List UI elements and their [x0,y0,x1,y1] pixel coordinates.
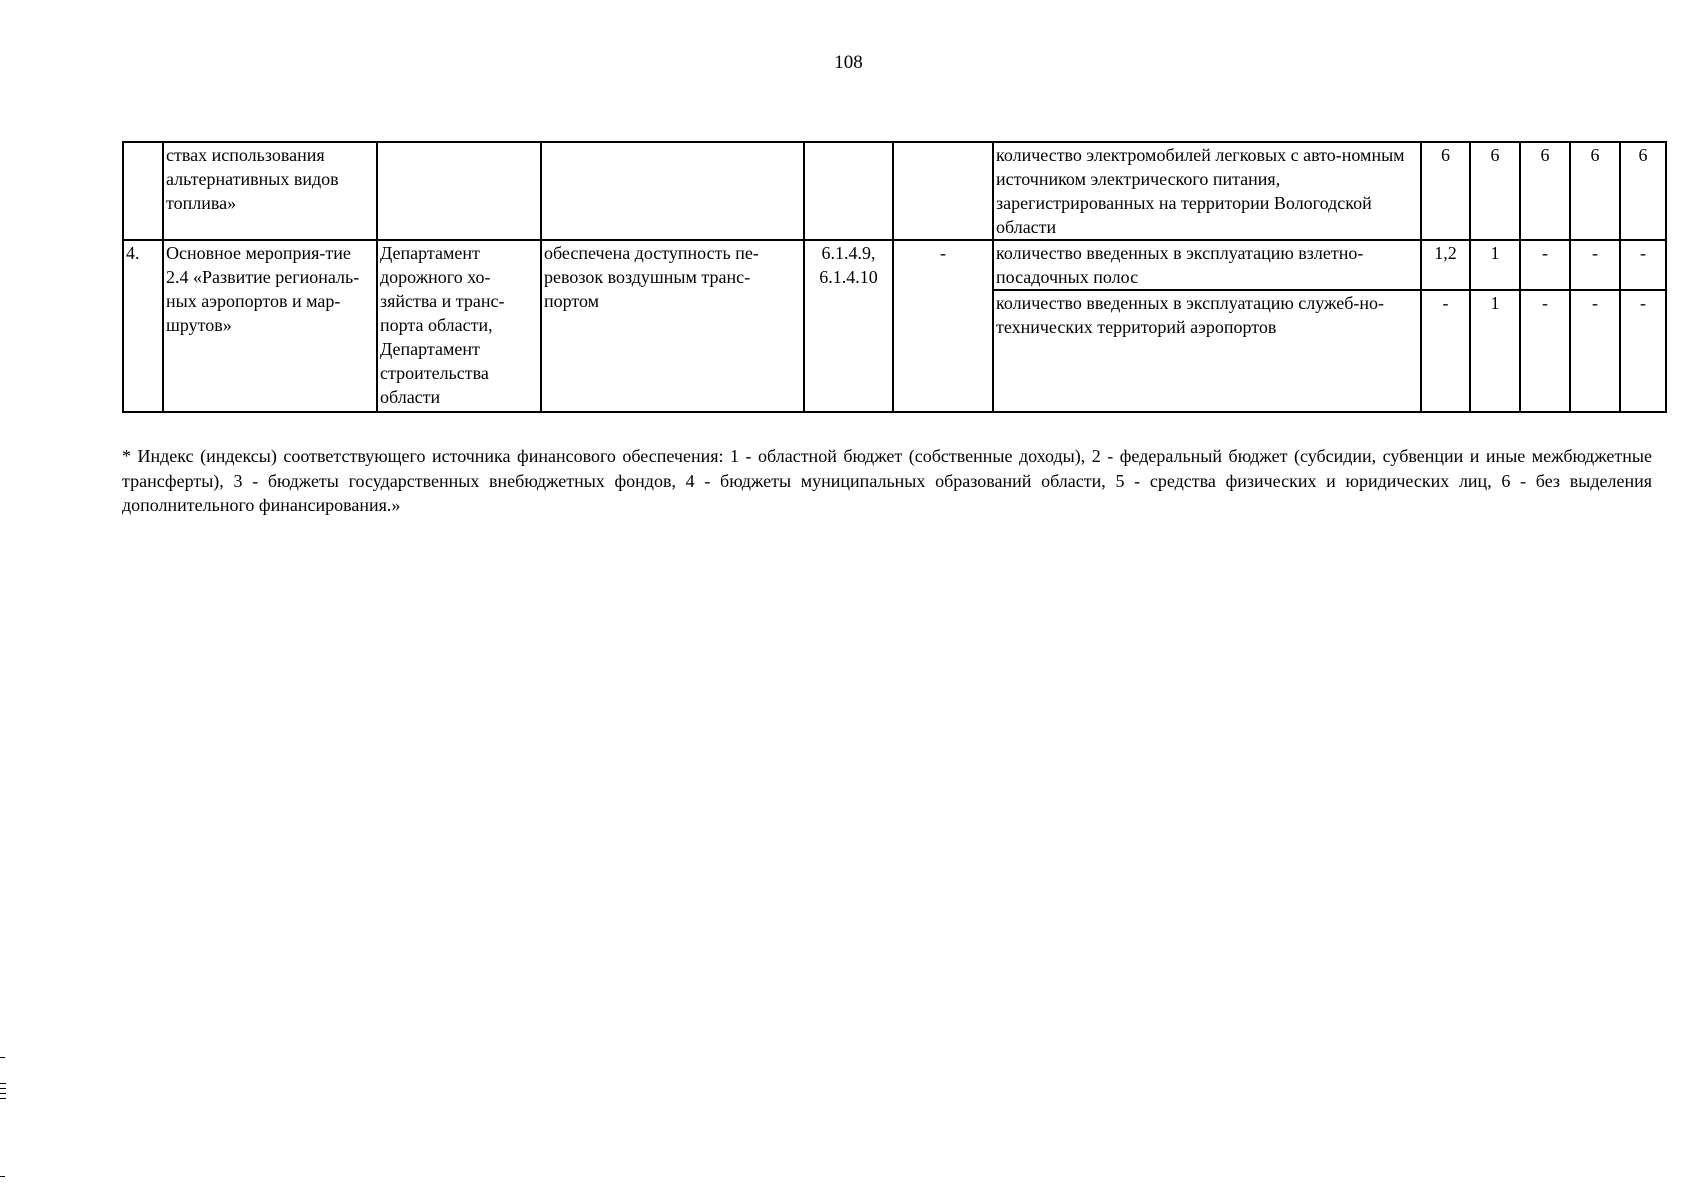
margin-mark [0,1093,6,1094]
margin-mark [0,1098,6,1099]
source-index: - [893,240,993,412]
value-cell: 1 [1470,290,1520,412]
page-number: 108 [834,52,863,73]
executor [377,142,541,240]
value-cell: - [1620,290,1666,412]
value-cell: 6 [1520,142,1570,240]
value-cell: - [1620,240,1666,290]
value-cell: 6 [1620,142,1666,240]
row-number: 4. [123,240,163,412]
table-row [123,142,1666,240]
indicator: количество введенных в эксплуатацию служеб-но-технических территорий аэропортов [993,290,1421,412]
value-cell: - [1570,290,1620,412]
table-row [123,240,1666,290]
codes [804,142,893,240]
value-cell: 6 [1570,142,1620,240]
value-cell: 1 [1470,240,1520,290]
row-number [123,142,163,240]
program-table [122,141,1667,413]
expected-result: обеспечена доступность пе-ревозок воздушным транс-портом [541,240,804,412]
value-cell: - [1520,240,1570,290]
margin-mark [0,1057,5,1058]
value-cell: - [1520,290,1570,412]
event-name: ствах использования альтернативных видов топлива» [163,142,377,240]
indicator: количество введенных в эксплуатацию взлетно-посадочных полос [993,240,1421,290]
indicator: количество электромобилей легковых с авто-номным источником электрического питания, зарегистрированных на территории Вологодской области [993,142,1421,240]
codes: 6.1.4.9, 6.1.4.10 [804,240,893,412]
margin-mark [0,1088,6,1089]
value-cell: - [1421,290,1470,412]
value-cell: 6 [1470,142,1520,240]
expected-result [541,142,804,240]
source-index [893,142,993,240]
event-name: Основное мероприя-тие 2.4 «Развитие региональ-ных аэропортов и мар-шрутов» [163,240,377,412]
value-cell: 1,2 [1421,240,1470,290]
value-cell: 6 [1421,142,1470,240]
value-cell: - [1570,240,1620,290]
margin-mark [0,1176,5,1177]
executor: Департамент дорожного хо-зяйства и транс-порта области, Департамент строительства области [377,240,541,412]
margin-mark [0,1083,6,1084]
footnote: * Индекс (индексы) соответствующего источника финансового обеспечения: 1 - областной бюджет (собственные доходы), 2 - федеральный бюджет (субсидии, субвенции и иные межбюджетные трансферты), 3 - бюджеты государственных внебюджетных фондов, 4 - бюджеты муниципальных образований области, 5 - средства физических и юридических лиц, 6 - без выделения дополнительного финансирования.» [122,446,1652,515]
